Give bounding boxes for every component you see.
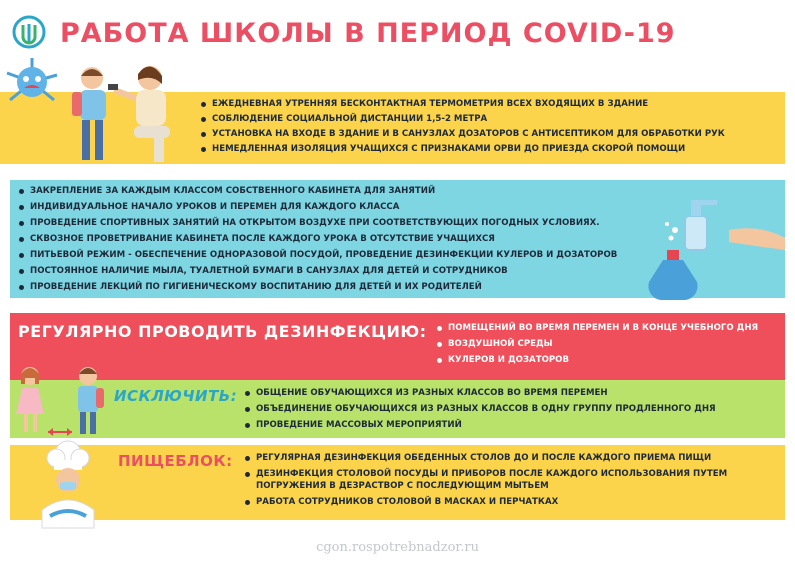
list-item: ОБЪЕДИНЕНИЕ ОБУЧАЮЩИХСЯ ИЗ РАЗНЫХ КЛАССОВ В ОДНУ ГРУППУ ПРОДЛЕННОГО ДНЯ (244, 403, 774, 415)
children-distance-illustration (10, 362, 110, 442)
list-item: ПРОВЕДЕНИЕ ЛЕКЦИЙ ПО ГИГИЕНИЧЕСКОМУ ВОСПИТАНИЮ ДЛЯ ДЕТЕЙ И ИХ РОДИТЕЛЕЙ (18, 281, 638, 293)
list-item: ПРОВЕДЕНИЕ МАССОВЫХ МЕРОПРИЯТИЙ (244, 419, 774, 431)
list-item: СКВОЗНОЕ ПРОВЕТРИВАНИЕ КАБИНЕТА ПОСЛЕ КАЖДОГО УРОКА В ОТСУТСТВИЕ УЧАЩИХСЯ (18, 233, 638, 245)
disinfection-list (436, 322, 776, 366)
list-item: ПОСТОЯННОЕ НАЛИЧИЕ МЫЛА, ТУАЛЕТНОЙ БУМАГИ В САНУЗЛАХ ДЛЯ ДЕТЕЙ И СОТРУДНИКОВ (18, 265, 638, 277)
canteen-heading: ПИЩЕБЛОК: (118, 452, 233, 470)
list-item: ПРОВЕДЕНИЕ СПОРТИВНЫХ ЗАНЯТИЙ НА ОТКРЫТОМ ВОЗДУХЕ ПРИ СООТВЕТСТВУЮЩИХ ПОГОДНЫХ УСЛОВИЯХ. (18, 217, 638, 229)
section-organization-list (18, 185, 638, 293)
watermark: cgon.rospotrebnadzor.ru (316, 540, 479, 555)
canteen-list (244, 452, 764, 508)
list-item: ЕЖЕДНЕВНАЯ УТРЕННЯЯ БЕСКОНТАКТНАЯ ТЕРМОМЕТРИЯ ВСЕХ ВХОДЯЩИХ В ЗДАНИЕ (200, 98, 770, 110)
list-item: УСТАНОВКА НА ВХОДЕ В ЗДАНИЕ И В САНУЗЛАХ ДОЗАТОРОВ С АНТИСЕПТИКОМ ДЛЯ ОБРАБОТКИ РУК (200, 128, 770, 140)
list-item: ИНДИВИДУАЛЬНОЕ НАЧАЛО УРОКОВ И ПЕРЕМЕН ДЛЯ КАЖДОГО КЛАССА (18, 201, 638, 213)
thermometry-illustration (62, 58, 182, 168)
list-item: НЕМЕДЛЕННАЯ ИЗОЛЯЦИЯ УЧАЩИХСЯ С ПРИЗНАКАМИ ОРВИ ДО ПРИЕЗДА СКОРОЙ ПОМОЩИ (200, 143, 770, 155)
list-item: РЕГУЛЯРНАЯ ДЕЗИНФЕКЦИЯ ОБЕДЕННЫХ СТОЛОВ ДО И ПОСЛЕ КАЖДОГО ПРИЕМА ПИЩИ (244, 452, 764, 464)
list-item: СОБЛЮДЕНИЕ СОЦИАЛЬНОЙ ДИСТАНЦИИ 1,5-2 МЕТРА (200, 113, 770, 125)
chef-illustration (28, 440, 108, 530)
disinfection-heading: РЕГУЛЯРНО ПРОВОДИТЬ ДЕЗИНФЕКЦИЮ: (18, 322, 427, 341)
list-item: ОБЩЕНИЕ ОБУЧАЮЩИХСЯ ИЗ РАЗНЫХ КЛАССОВ ВО ВРЕМЯ ПЕРЕМЕН (244, 387, 774, 399)
list-item: ПИТЬЕВОЙ РЕЖИМ - ОБЕСПЕЧЕНИЕ ОДНОРАЗОВОЙ ПОСУДОЙ, ПРОВЕДЕНИЕ ДЕЗИНФЕКЦИИ КУЛЕРОВ И ДОЗАТОРОВ (18, 249, 638, 261)
exclude-heading: ИСКЛЮЧИТЬ: (114, 387, 238, 405)
logo-icon (12, 15, 46, 49)
list-item: ЗАКРЕПЛЕНИЕ ЗА КАЖДЫМ КЛАССОМ СОБСТВЕННОГО КАБИНЕТА ДЛЯ ЗАНЯТИЙ (18, 185, 638, 197)
list-item: РАБОТА СОТРУДНИКОВ СТОЛОВОЙ В МАСКАХ И ПЕРЧАТКАХ (244, 496, 764, 508)
exclude-list (244, 387, 774, 431)
virus-icon (2, 55, 62, 110)
list-item: ВОЗДУШНОЙ СРЕДЫ (436, 338, 776, 350)
page-title: РАБОТА ШКОЛЫ В ПЕРИОД COVID-19 (60, 18, 676, 49)
section-hygiene-list (200, 98, 770, 155)
list-item: КУЛЕРОВ И ДОЗАТОРОВ (436, 354, 776, 366)
sanitizer-illustration (645, 186, 785, 306)
list-item: ДЕЗИНФЕКЦИЯ СТОЛОВОЙ ПОСУДЫ И ПРИБОРОВ ПОСЛЕ КАЖДОГО ИСПОЛЬЗОВАНИЯ ПУТЕМ ПОГРУЖЕНИЯ В ДЕЗРАСТВОР С ПОСЛЕДУЮЩИМ МЫТЬЕМ (244, 468, 764, 492)
list-item: ПОМЕЩЕНИЙ ВО ВРЕМЯ ПЕРЕМЕН И В КОНЦЕ УЧЕБНОГО ДНЯ (436, 322, 776, 334)
